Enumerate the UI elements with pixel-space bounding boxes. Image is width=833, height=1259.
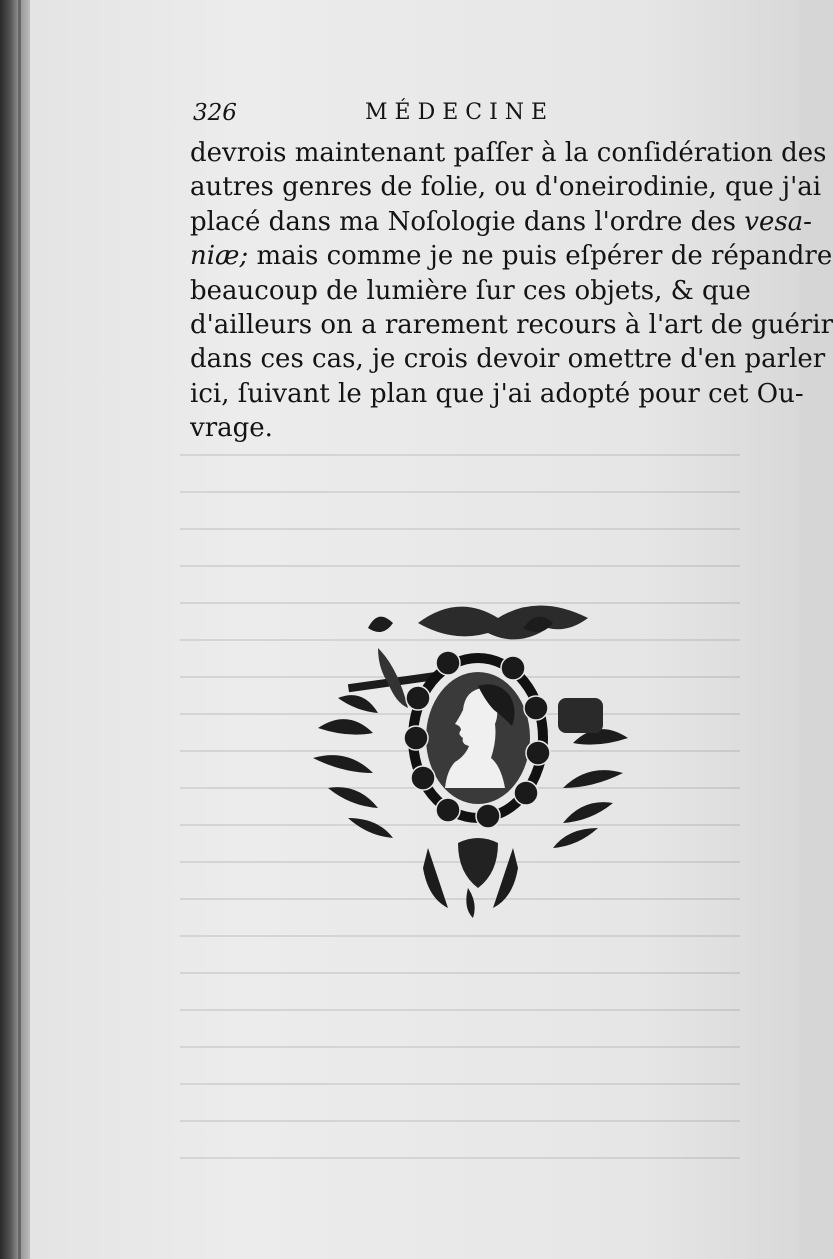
book-spine-shadow — [0, 0, 30, 1259]
text-fragment: mais comme je ne puis eſpérer de répandre — [256, 241, 833, 272]
medallion-vignette-icon — [308, 588, 638, 923]
text-line: ici, ſuivant le plan que j'ai adopté pour cet Ou- — [190, 378, 804, 409]
text-line: vrage. — [190, 413, 273, 444]
italic-term: vesa- — [744, 206, 812, 237]
book-spine-edge — [18, 0, 21, 1259]
text-line: d'ailleurs on a rarement recours à l'art de guérir — [190, 310, 833, 341]
italic-term: niæ; — [190, 241, 249, 272]
text-line — [190, 205, 812, 239]
page-number: 326 — [193, 100, 237, 126]
page-header — [193, 100, 738, 134]
text-fragment: placé dans ma Noſologie dans l'ordre des — [190, 206, 736, 237]
text-line — [190, 239, 833, 273]
text-line: devrois maintenant paſſer à la conſidération des — [190, 138, 827, 168]
text-line: dans ces cas, je crois devoir omettre d'en parler — [190, 344, 826, 375]
running-title: MÉDECINE — [365, 100, 555, 125]
body-paragraph — [190, 136, 833, 446]
text-line: beaucoup de lumière ſur ces objets, & que — [190, 275, 751, 306]
text-line: autres genres de folie, ou d'oneirodinie, que j'ai — [190, 172, 822, 203]
